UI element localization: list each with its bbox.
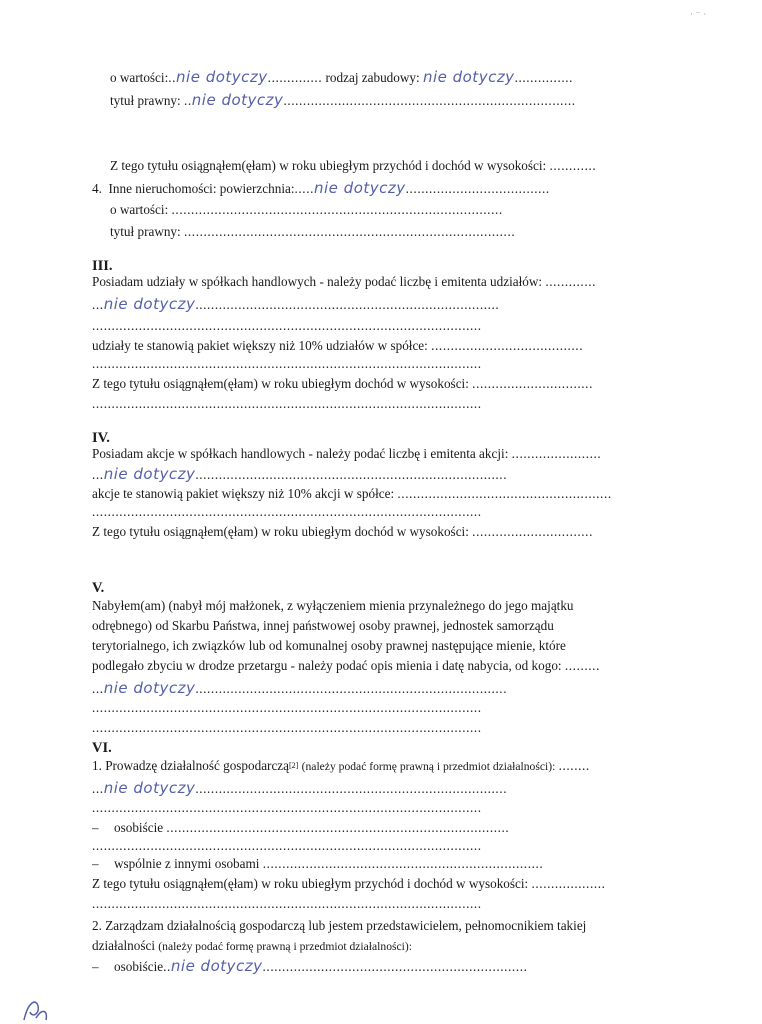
- handwritten-answer: nie dotyczy: [170, 958, 263, 975]
- blank-line: ....................................................................................................: [92, 896, 482, 911]
- legal-title-label: tytuł prawny:: [110, 93, 181, 108]
- other-property-line: 4. Inne nieruchomości: powierzchnia:.....nie dotyczy.....................................: [92, 180, 550, 197]
- management-note: (należy podać formę prawną i przedmiot działalności):: [158, 940, 412, 953]
- stocks-income-label: Z tego tytułu osiągnąłem(ęłam) w roku ubiegłym dochód w wysokości:: [92, 524, 469, 539]
- handwritten-answer: nie dotyczy: [176, 69, 268, 86]
- blank-line: ....................................................................................................: [92, 356, 482, 371]
- acquisition-text-3: terytorialnego, ich związków lub od komunalnej osoby prawnej następujące mienie, które: [92, 638, 566, 653]
- stocks-line: Posiadam akcje w spółkach handlowych - należy podać liczbę i emitenta akcji: .......................: [92, 446, 602, 461]
- business-label: 1. Prowadzę działalność gospodarczą: [92, 758, 290, 773]
- handwritten-answer: nie dotyczy: [191, 92, 284, 109]
- personally-label: osobiście: [114, 959, 164, 974]
- stocks-packet-label: akcje te stanowią pakiet większy niż 10% akcji w spółce:: [92, 486, 395, 501]
- section-heading-iii: III.: [92, 258, 113, 274]
- shares-income-line: Z tego tytułu osiągnąłem(ęłam) w roku ubiegłym dochód w wysokości: ...............................: [92, 376, 593, 391]
- value-label: o wartości:: [110, 202, 169, 217]
- business-line: 1. Prowadzę działalność gospodarczą[2] (należy podać formę prawną i przedmiot działalności): ........: [92, 758, 590, 773]
- other-property-label: Inne nieruchomości: powierzchnia:: [108, 181, 295, 196]
- item-number: 4.: [92, 181, 102, 196]
- dash: –: [92, 959, 99, 974]
- acquisition-text-2: odrębnego) od Skarbu Państwa, innej państwowej osoby prawnej, jednostek samorządu: [92, 618, 554, 633]
- stocks-packet-line: akcje te stanowią pakiet większy niż 10% akcji w spółce: .......................................................: [92, 486, 612, 501]
- acquisition-text-1: Nabyłem(am) (nabył mój małżonek, z wyłączeniem mienia przynależnego do jego majątku: [92, 598, 574, 613]
- section-heading-v: V.: [92, 580, 105, 596]
- business-note: (należy podać formę prawną i przedmiot działalności):: [301, 760, 556, 773]
- legal-title-label: tytuł prawny:: [110, 224, 181, 239]
- dash: –: [92, 856, 99, 871]
- blank-line: ....................................................................................................: [92, 720, 482, 735]
- blank-line: ....................................................................................................: [92, 318, 482, 333]
- income-label: Z tego tytułu osiągnąłem(ęłam) w roku ubiegłym przychód i dochód w wysokości:: [110, 158, 547, 173]
- stocks-income-line: Z tego tytułu osiągnąłem(ęłam) w roku ubiegłym dochód w wysokości: ...............................: [92, 524, 593, 539]
- blank-line: ....................................................................................................: [92, 800, 482, 815]
- management-text-1: 2. Zarządzam działalnością gospodarczą lub jestem przedstawicielem, pełnomocnikiem takiej: [92, 918, 587, 933]
- acquisition-label: podlegało zbyciu w drodze przetargu - należy podać opis mienia i datę nabycia, od kogo:: [92, 658, 562, 673]
- handwritten-answer: nie dotyczy: [103, 296, 196, 313]
- value-line: o wartości:..nie dotyczy.............. rodzaj zabudowy: nie dotyczy...............: [110, 69, 574, 86]
- acquisition-text-4: podlegało zbyciu w drodze przetargu - należy podać opis mienia i datę nabycia, od kogo: .........: [92, 658, 600, 673]
- shares-line: Posiadam udziały w spółkach handlowych - należy podać liczbę i emitenta udziałów: .............: [92, 274, 597, 289]
- acquisition-answer-line: ...nie dotyczy................................................................................: [92, 680, 508, 697]
- personally-line: – osobiście ........................................................................................: [92, 820, 510, 835]
- handwritten-answer: nie dotyczy: [103, 466, 196, 483]
- handwritten-answer: nie dotyczy: [314, 180, 406, 197]
- initials-mark: [18, 992, 58, 1024]
- scan-artifact: · ⁻ ·: [690, 10, 707, 20]
- blank-line: ....................................................................................................: [92, 838, 482, 853]
- value-line-2: o wartości: .....................................................................................: [110, 202, 503, 217]
- jointly-line: – wspólnie z innymi osobami ........................................................................: [92, 856, 544, 871]
- personally-label: osobiście: [114, 820, 164, 835]
- stocks-answer-line: ...nie dotyczy................................................................................: [92, 466, 508, 483]
- handwritten-answer: nie dotyczy: [103, 680, 196, 697]
- management-label: działalności: [92, 938, 155, 953]
- shares-answer-line: ...nie dotyczy..............................................................................: [92, 296, 500, 313]
- legal-title-line: tytuł prawny: ..nie dotyczy...........................................................................: [110, 92, 576, 109]
- blank-line: ....................................................................................................: [92, 700, 482, 715]
- blank-line: ....................................................................................................: [92, 504, 482, 519]
- handwritten-answer: nie dotyczy: [103, 780, 196, 797]
- shares-packet-label: udziały te stanowią pakiet większy niż 10% udziałów w spółce:: [92, 338, 428, 353]
- legal-title-line-2: tytuł prawny: .....................................................................................: [110, 224, 516, 239]
- business-income-label: Z tego tytułu osiągnąłem(ęłam) w roku ubiegłym przychód i dochód w wysokości:: [92, 876, 529, 891]
- section-heading-vi: VI.: [92, 740, 112, 756]
- shares-income-label: Z tego tytułu osiągnąłem(ęłam) w roku ubiegłym dochód w wysokości:: [92, 376, 469, 391]
- footnote-ref: [2]: [289, 761, 299, 770]
- section-heading-iv: IV.: [92, 430, 110, 446]
- building-type-label: rodzaj zabudowy:: [325, 70, 420, 85]
- stocks-label: Posiadam akcje w spółkach handlowych - należy podać liczbę i emitenta akcji:: [92, 446, 509, 461]
- shares-label: Posiadam udziały w spółkach handlowych - należy podać liczbę i emitenta udziałów:: [92, 274, 543, 289]
- business-answer-line: ...nie dotyczy................................................................................: [92, 780, 508, 797]
- business-income-line: Z tego tytułu osiągnąłem(ęłam) w roku ubiegłym przychód i dochód w wysokości: ...................: [92, 876, 606, 891]
- dash: –: [92, 820, 99, 835]
- management-text-2: [92, 938, 678, 955]
- value-label: o wartości:: [110, 70, 169, 85]
- blank-line: ....................................................................................................: [92, 396, 482, 411]
- handwritten-answer: nie dotyczy: [422, 69, 515, 86]
- jointly-label: wspólnie z innymi osobami: [114, 856, 260, 871]
- shares-packet-line: udziały te stanowią pakiet większy niż 10% udziałów w spółce: .......................................: [92, 338, 584, 353]
- management-personally-line: – osobiście..nie dotyczy....................................................................: [92, 958, 528, 975]
- income-line: Z tego tytułu osiągnąłem(ęłam) w roku ubiegłym przychód i dochód w wysokości: ............: [110, 158, 597, 173]
